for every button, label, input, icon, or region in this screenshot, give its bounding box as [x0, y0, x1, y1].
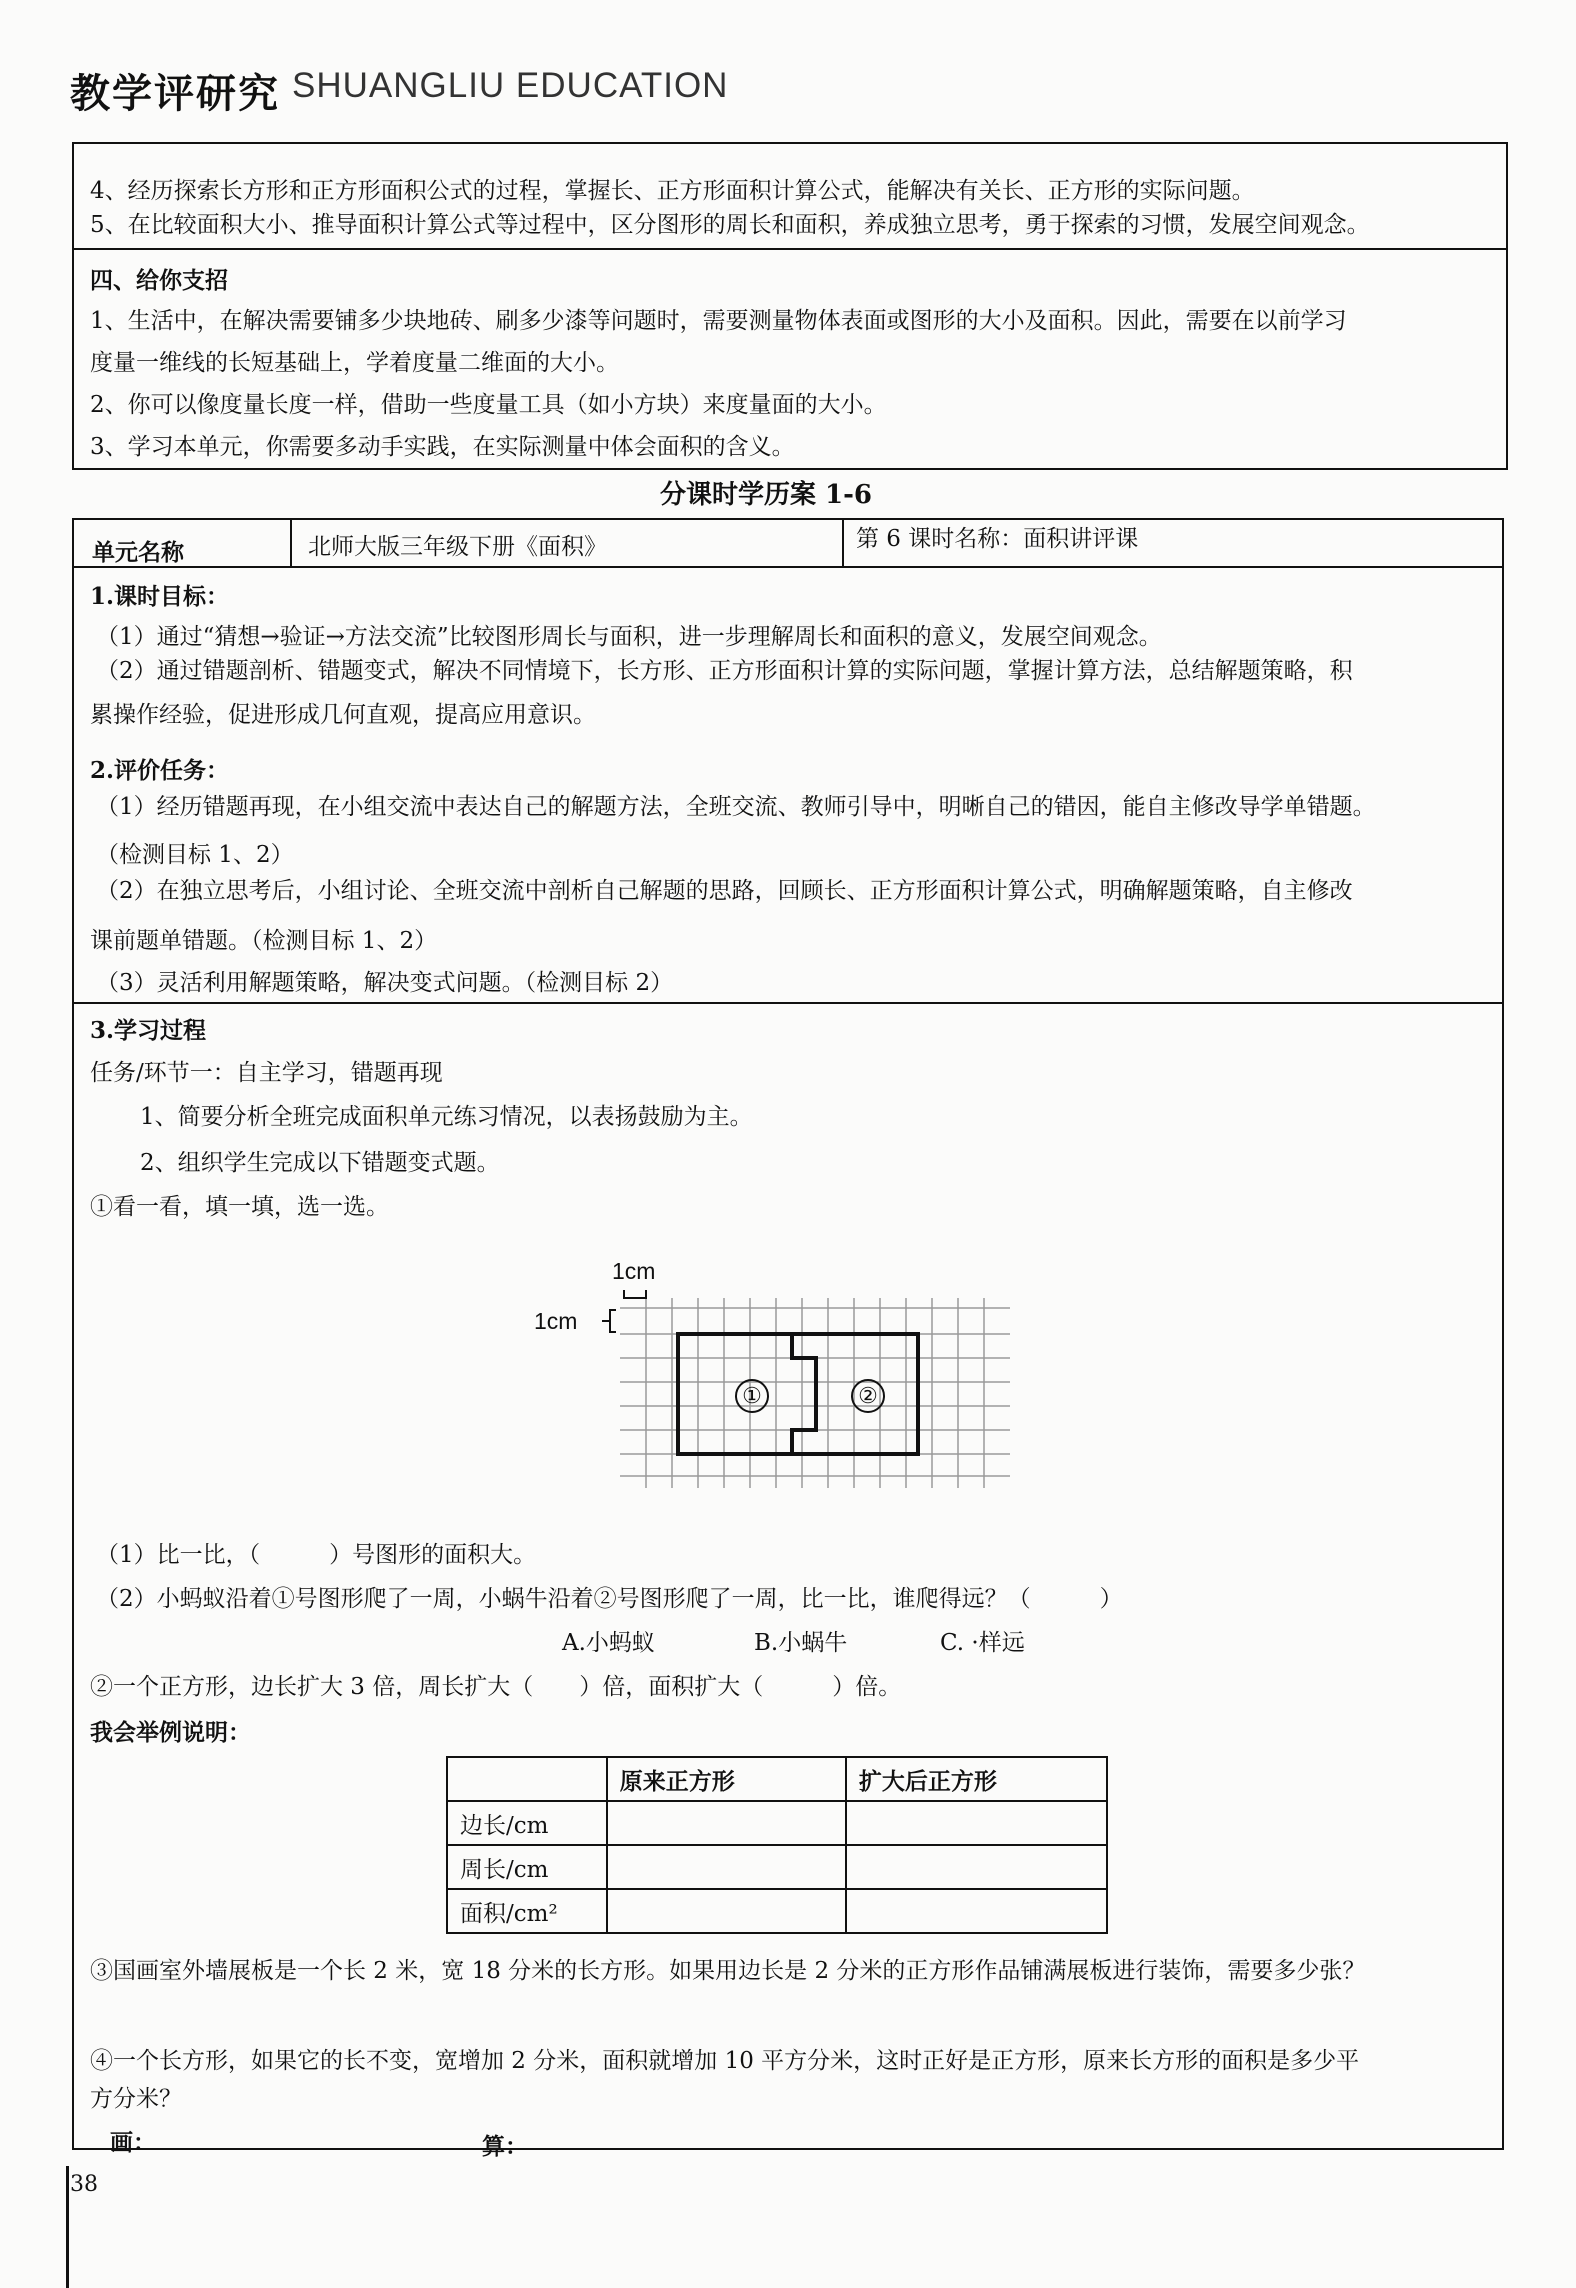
question-1-1: （1）比一比，（ ）号图形的面积大。	[96, 1542, 537, 1568]
table-row-label: 面积/cm²	[447, 1889, 607, 1933]
table-row	[447, 1845, 1107, 1889]
eval-1b: （检测目标 1、2）	[96, 842, 294, 868]
header-title-cn: 教学评研究	[70, 71, 280, 117]
goal-2a: （2）通过错题剖析、错题变式，解决不同情境下，长方形、正方形面积计算的实际问题，掌握计算方法，总结解题策略，积	[96, 658, 1353, 684]
info-col-divider-1	[290, 518, 292, 566]
table-header-cell: 原来正方形	[607, 1757, 846, 1801]
eval-1a: （1）经历错题再现，在小组交流中表达自己的解题方法，全班交流、教师引导中，明晰自己的错因，能自主修改导学单错题。	[96, 794, 1376, 820]
table-header-cell: 扩大后正方形	[846, 1757, 1107, 1801]
goals-heading: 1.课时目标：	[90, 583, 230, 610]
top-divider	[72, 248, 1508, 250]
eval-heading: 2.评价任务：	[90, 757, 230, 784]
process-divider	[72, 1002, 1504, 1004]
calc-label: 算：	[482, 2133, 528, 2160]
square-comparison-table	[446, 1756, 1108, 1934]
question-2: ②一个正方形，边长扩大 3 倍，周长扩大（ ）倍，面积扩大（ ）倍。	[90, 1674, 902, 1700]
grid-label-top: 1cm	[612, 1258, 656, 1284]
unit-value: 北师大版三年级下册《面积》	[308, 534, 607, 560]
eval-3: （3）灵活利用解题策略，解决变式问题。（检测目标 2）	[96, 970, 674, 996]
support-item-1a: 1、生活中，在解决需要铺多少块地砖、刷多少漆等问题时，需要测量物体表面或图形的大小及面积。因此，需要在以前学习	[90, 308, 1347, 334]
header-title-en: SHUANGLIU EDUCATION	[292, 66, 729, 105]
shape-1-label: ①	[742, 1384, 762, 1409]
table-header-row	[447, 1757, 1107, 1801]
table-row	[447, 1801, 1107, 1845]
step-2: 2、组织学生完成以下错题变式题。	[140, 1150, 500, 1176]
table-cell[interactable]	[846, 1845, 1107, 1889]
lesson-title: 分课时学历案 1-6	[660, 480, 873, 510]
eval-2a: （2）在独立思考后，小组讨论、全班交流中剖析自己解题的思路，回顾长、正方形面积计算公式，明确解题策略，自主修改	[96, 878, 1353, 904]
option-a: A.小蚂蚁	[562, 1630, 655, 1656]
table-cell[interactable]	[607, 1889, 846, 1933]
objective-item-4: 4、经历探索长方形和正方形面积公式的过程，掌握长、正方形面积计算公式，能解决有关长、正方形的实际问题。	[90, 178, 1255, 204]
option-c: C. ·样远	[940, 1630, 1025, 1656]
table-row	[447, 1889, 1107, 1933]
question-1-2: （2）小蚂蚁沿着①号图形爬了一周，小蜗牛沿着②号图形爬了一周，比一比，谁爬得远？（ ）	[96, 1586, 1123, 1612]
page-number: 38	[70, 2172, 98, 2197]
page-margin-rule	[66, 2166, 69, 2288]
question-4a: ④一个长方形，如果它的长不变，宽增加 2 分米，面积就增加 10 平方分米，这时正好是正方形，原来长方形的面积是多少平	[90, 2048, 1360, 2074]
goal-1: （1）通过“猜想→验证→方法交流”比较图形周长与面积，进一步理解周长和面积的意义，发展空间观念。	[96, 624, 1162, 650]
table-row-label: 周长/cm	[447, 1845, 607, 1889]
table-cell[interactable]	[846, 1801, 1107, 1845]
table-header-cell	[447, 1757, 607, 1801]
process-heading: 3.学习过程	[90, 1017, 207, 1044]
draw-label: 画：	[110, 2129, 156, 2156]
info-row-divider	[72, 566, 1504, 568]
question-1: ①看一看，填一填，选一选。	[90, 1194, 389, 1220]
grid-figure	[520, 1248, 1020, 1498]
table-cell[interactable]	[607, 1801, 846, 1845]
table-cell[interactable]	[607, 1845, 846, 1889]
shape-2-label: ②	[858, 1384, 878, 1409]
question-4b: 方分米？	[90, 2086, 182, 2112]
info-col-divider-2	[842, 518, 844, 566]
support-item-2: 2、你可以像度量长度一样，借助一些度量工具（如小方块）来度量面的大小。	[90, 392, 887, 418]
step-1: 1、简要分析全班完成面积单元练习情况，以表扬鼓励为主。	[140, 1104, 753, 1130]
table-cell[interactable]	[846, 1889, 1107, 1933]
goal-2b: 累操作经验，促进形成几何直观，提高应用意识。	[90, 702, 596, 728]
lesson-name: 第 6 课时名称：面积讲评课	[856, 526, 1139, 552]
question-3: ③国画室外墙展板是一个长 2 米，宽 18 分米的长方形。如果用边长是 2 分米的正方形作品铺满展板进行装饰，需要多少张？	[90, 1958, 1366, 1984]
eval-2b: 课前题单错题。（检测目标 1、2）	[90, 928, 438, 954]
grid-label-left: 1cm	[534, 1308, 578, 1334]
option-b: B.小蜗牛	[754, 1630, 848, 1656]
support-item-1b: 度量一维线的长短基础上，学着度量二维面的大小。	[90, 350, 619, 376]
table-row-label: 边长/cm	[447, 1801, 607, 1845]
support-item-3: 3、学习本单元，你需要多动手实践，在实际测量中体会面积的含义。	[90, 434, 795, 460]
unit-label: 单元名称	[92, 539, 184, 566]
example-heading: 我会举例说明：	[90, 1719, 251, 1746]
task-1: 任务/环节一：自主学习，错题再现	[90, 1060, 443, 1086]
objective-item-5: 5、在比较面积大小、推导面积计算公式等过程中，区分图形的周长和面积，养成独立思考，勇于探索的习惯，发展空间观念。	[90, 212, 1370, 238]
support-heading: 四、给你支招	[90, 267, 228, 294]
